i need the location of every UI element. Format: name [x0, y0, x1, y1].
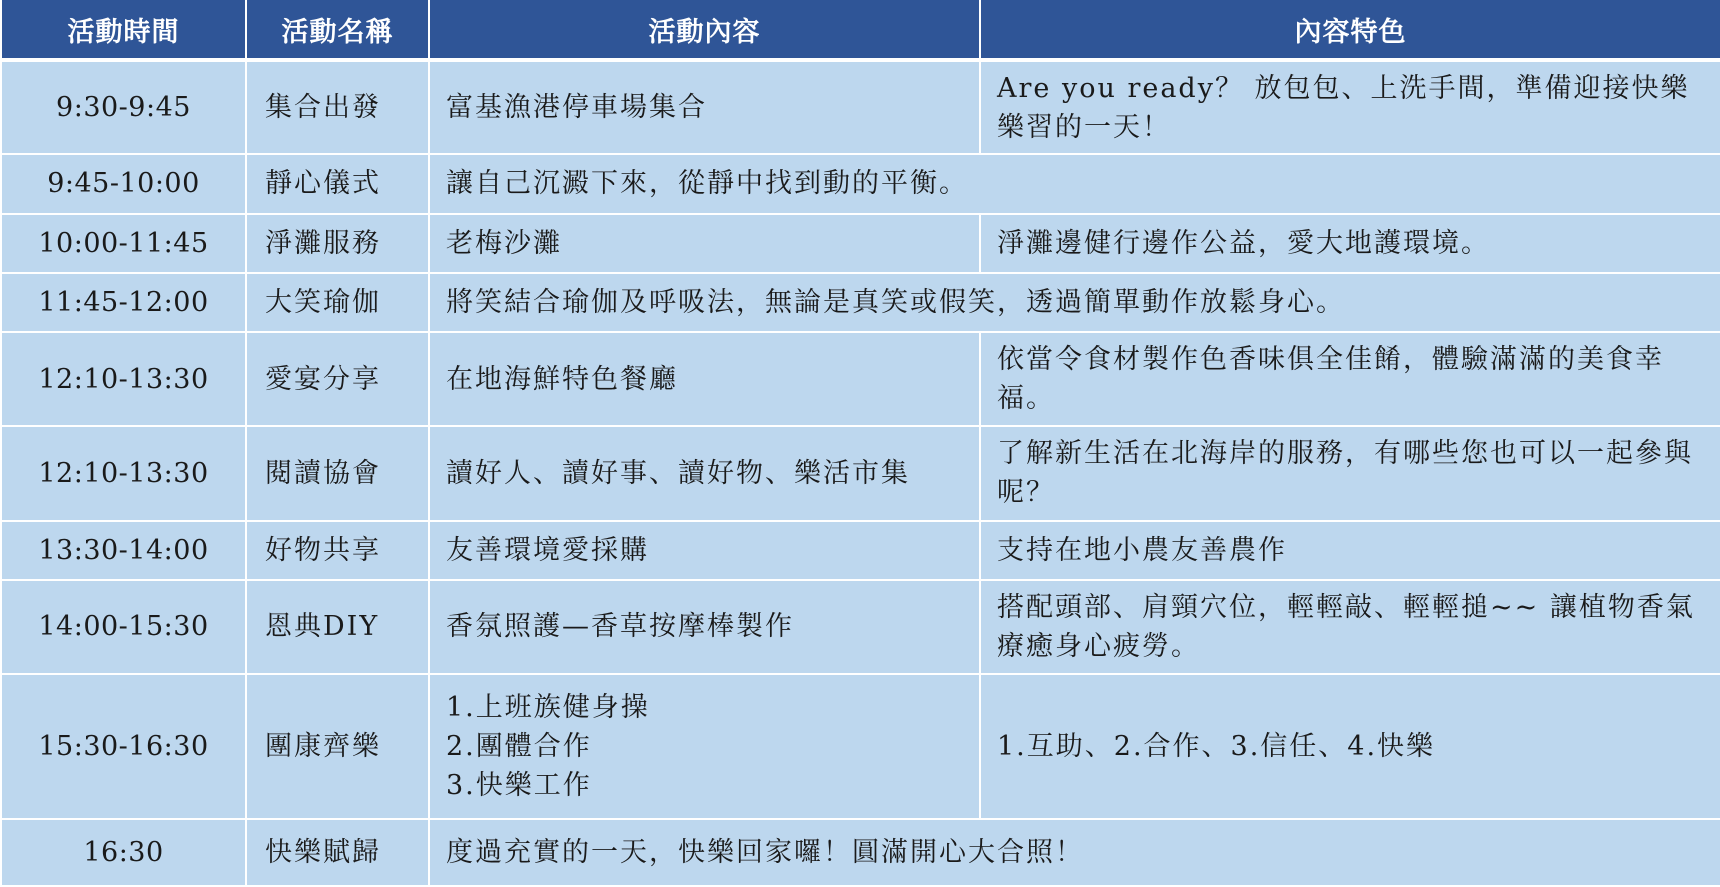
row-content: 富基漁港停車場集合 — [429, 60, 980, 154]
row-name: 好物共享 — [246, 521, 429, 580]
row-name: 快樂賦歸 — [246, 819, 429, 886]
table-row — [1, 332, 1720, 426]
header-row — [1, 0, 1720, 60]
table-row — [1, 674, 1720, 819]
row-name: 愛宴分享 — [246, 332, 429, 426]
row-name: 淨灘服務 — [246, 214, 429, 273]
row-feature: 淨灘邊健行邊作公益，愛大地護環境。 — [980, 214, 1720, 273]
row-content: 度過充實的一天，快樂回家囉！圓滿開心大合照！ — [429, 819, 1720, 886]
header-name: 活動名稱 — [246, 0, 429, 60]
table-row — [1, 154, 1720, 213]
row-time: 13:30-14:00 — [1, 521, 246, 580]
row-name: 集合出發 — [246, 60, 429, 154]
row-time: 10:00-11:45 — [1, 214, 246, 273]
header-feature: 內容特色 — [980, 0, 1720, 60]
row-time: 14:00-15:30 — [1, 580, 246, 674]
row-time: 12:10-13:30 — [1, 332, 246, 426]
table-row — [1, 60, 1720, 154]
row-feature: 支持在地小農友善農作 — [980, 521, 1720, 580]
row-name: 閱讀協會 — [246, 426, 429, 520]
row-name: 靜心儀式 — [246, 154, 429, 213]
row-time: 15:30-16:30 — [1, 674, 246, 819]
table-row — [1, 273, 1720, 332]
row-time: 12:10-13:30 — [1, 426, 246, 520]
row-time: 9:30-9:45 — [1, 60, 246, 154]
table-row — [1, 819, 1720, 886]
header-time: 活動時間 — [1, 0, 246, 60]
row-content: 讀好人、讀好事、讀好物、樂活市集 — [429, 426, 980, 520]
table-row — [1, 214, 1720, 273]
row-content: 老梅沙灘 — [429, 214, 980, 273]
row-feature: 了解新生活在北海岸的服務，有哪些您也可以一起參與呢？ — [980, 426, 1720, 520]
row-name: 團康齊樂 — [246, 674, 429, 819]
row-name: 恩典DIY — [246, 580, 429, 674]
row-content: 讓自己沉澱下來，從靜中找到動的平衡。 — [429, 154, 1720, 213]
table-row — [1, 580, 1720, 674]
row-content: 香氛照護—香草按摩棒製作 — [429, 580, 980, 674]
row-time: 16:30 — [1, 819, 246, 886]
table-row — [1, 426, 1720, 520]
header-content: 活動內容 — [429, 0, 980, 60]
row-content: 在地海鮮特色餐廳 — [429, 332, 980, 426]
row-name: 大笑瑜伽 — [246, 273, 429, 332]
row-content: 友善環境愛採購 — [429, 521, 980, 580]
row-content: 1.上班族健身操 2.團體合作 3.快樂工作 — [429, 674, 980, 819]
row-feature: 1.互助、2.合作、3.信任、4.快樂 — [980, 674, 1720, 819]
row-feature: 搭配頭部、肩頸穴位，輕輕敲、輕輕搥~~ 讓植物香氣療癒身心疲勞。 — [980, 580, 1720, 674]
row-time: 11:45-12:00 — [1, 273, 246, 332]
table-row — [1, 521, 1720, 580]
row-content: 將笑結合瑜伽及呼吸法，無論是真笑或假笑，透過簡單動作放鬆身心。 — [429, 273, 1720, 332]
row-time: 9:45-10:00 — [1, 154, 246, 213]
row-feature: 依當令食材製作色香味俱全佳餚，體驗滿滿的美食幸福。 — [980, 332, 1720, 426]
row-feature: Are you ready？ 放包包、上洗手間，準備迎接快樂樂習的一天！ — [980, 60, 1720, 154]
